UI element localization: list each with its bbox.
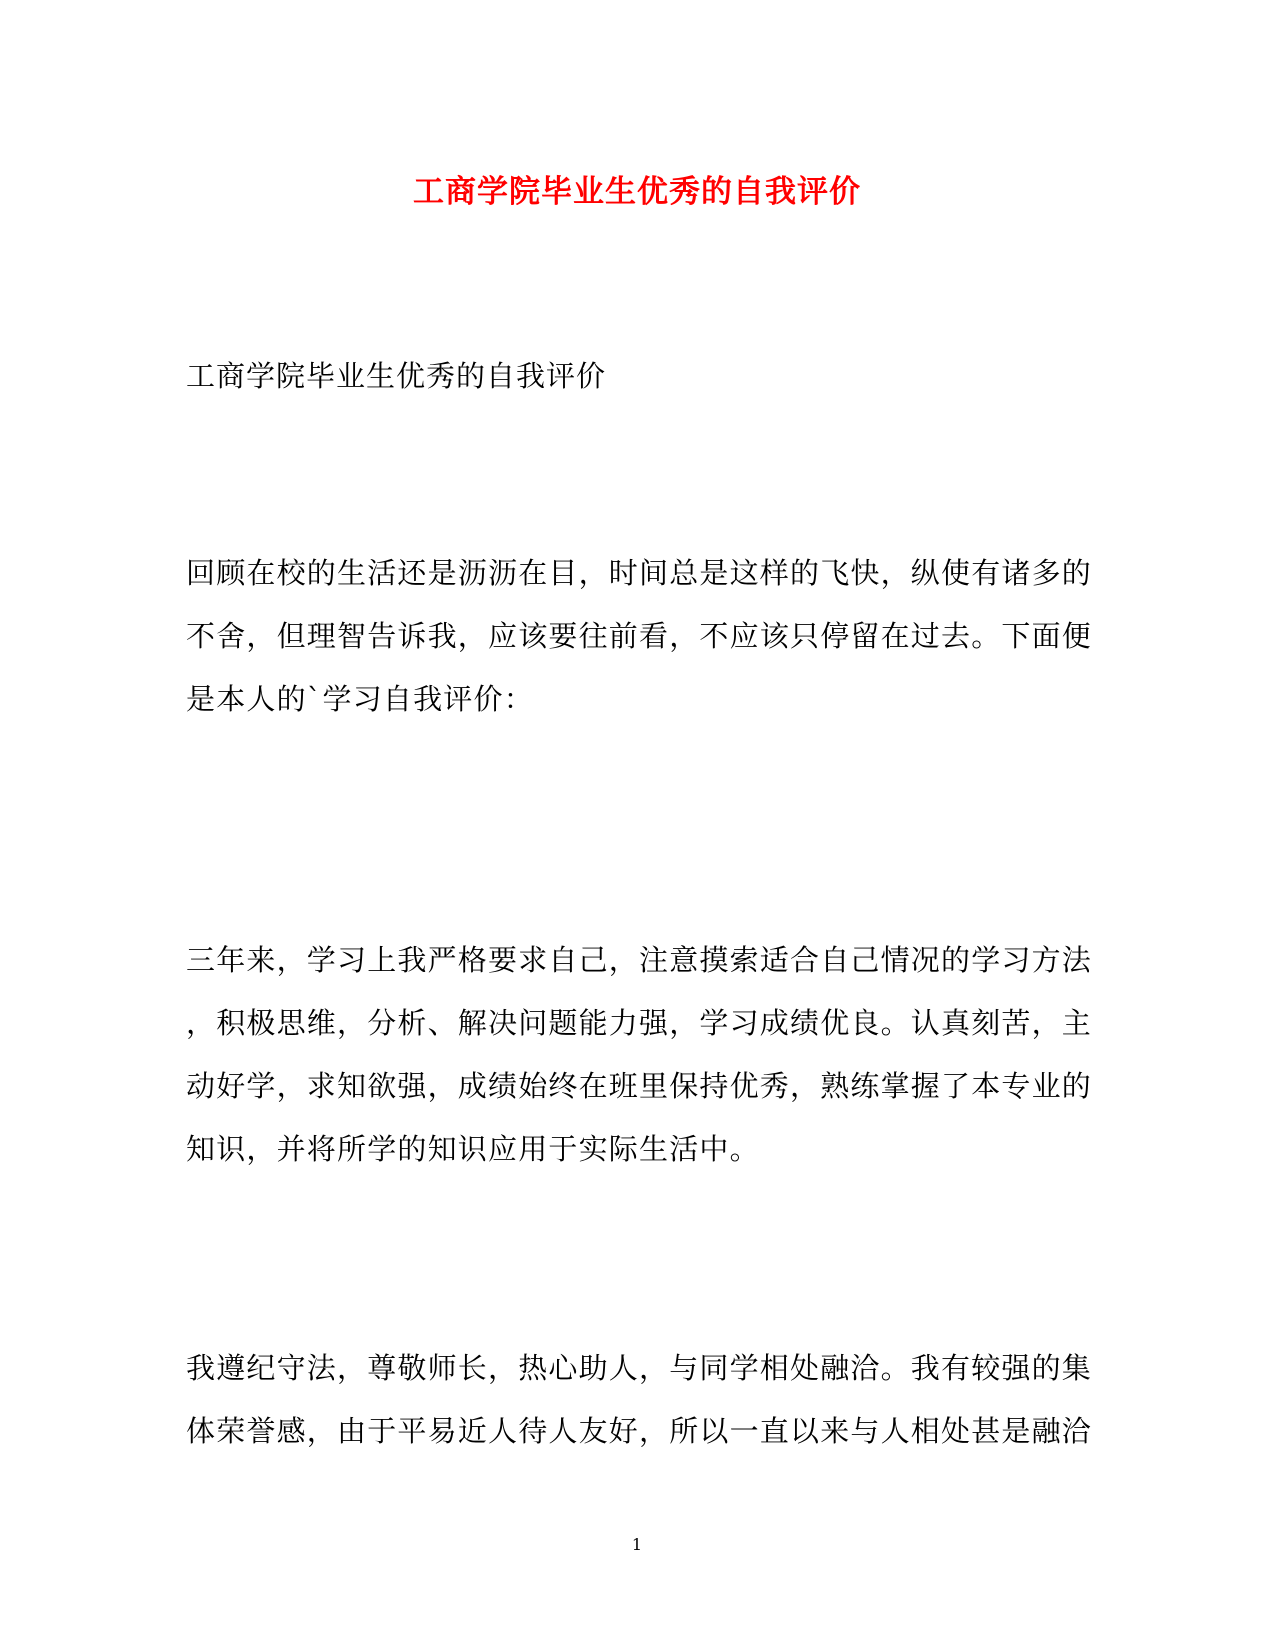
document-title: 工商学院毕业生优秀的自我评价 — [413, 174, 861, 210]
paragraph-line: 我遵纪守法，尊敬师长，热心助人，与同学相处融洽。我有较强的集 — [186, 1351, 1093, 1385]
document-subtitle: 工商学院毕业生优秀的自我评价 — [186, 359, 607, 393]
page-number: 1 — [631, 1535, 643, 1554]
paragraph-line: 三年来，学习上我严格要求自己，注意摸索适合自己情况的学习方法 — [186, 943, 1093, 977]
paragraph-line: 回顾在校的生活还是沥沥在目，时间总是这样的飞快，纵使有诸多的 — [186, 556, 1093, 590]
paragraph-review — [186, 542, 1093, 731]
paragraph-line: 是本人的`学习自我评价： — [186, 682, 534, 716]
paragraph-study — [186, 929, 1093, 1181]
paragraph-line: 不舍，但理智告诉我，应该要往前看，不应该只停留在过去。下面便 — [186, 619, 1093, 653]
paragraph-line: 知识，并将所学的知识应用于实际生活中。 — [186, 1132, 760, 1166]
paragraph-line: ，积极思维，分析、解决问题能力强，学习成绩优良。认真刻苦，主 — [186, 1006, 1093, 1040]
paragraph-line: 动好学，求知欲强，成绩始终在班里保持优秀，熟练掌握了本专业的 — [186, 1069, 1093, 1103]
paragraph-line: 体荣誉感，由于平易近人待人友好，所以一直以来与人相处甚是融洽 — [186, 1414, 1093, 1448]
paragraph-conduct — [186, 1337, 1093, 1463]
